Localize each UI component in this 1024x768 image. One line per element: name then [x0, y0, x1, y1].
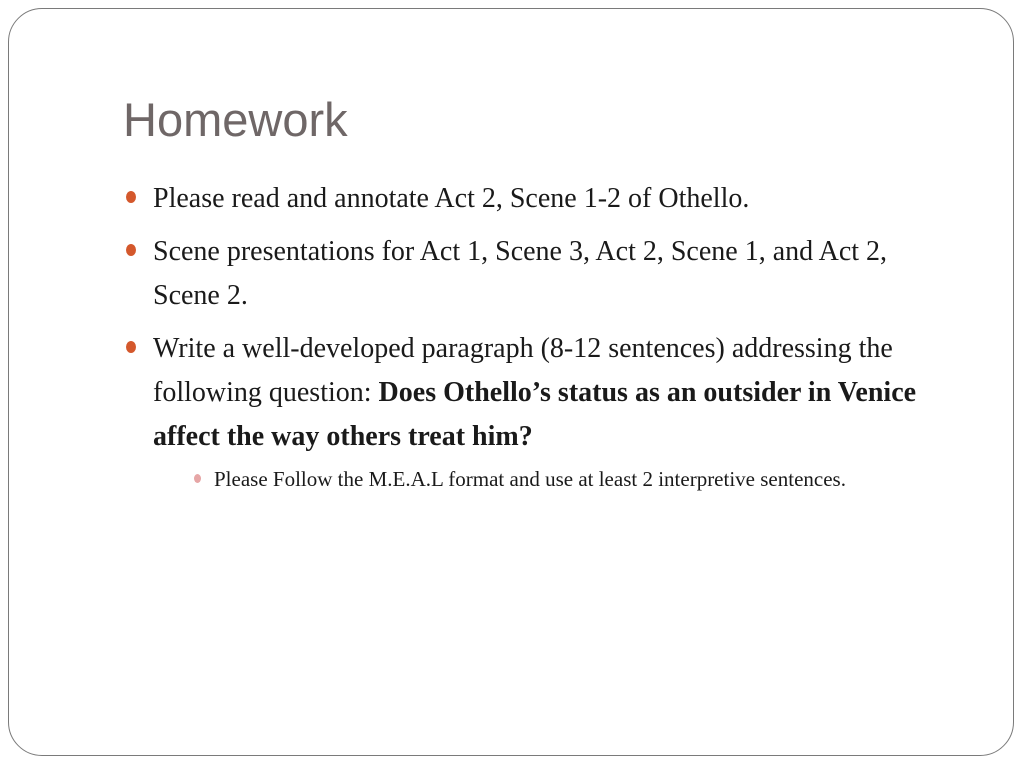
bullet-dot-icon	[126, 191, 136, 203]
sub-bullet-text: Please Follow the M.E.A.L format and use at least 2 interpretive sentences.	[214, 467, 846, 491]
bullet-item-reading	[123, 177, 953, 221]
bullet-item-paragraph	[123, 327, 953, 496]
slide-frame	[8, 8, 1014, 756]
bullet-item-presentations	[123, 230, 953, 318]
essay-question: Does Othello’s status as an outsider in Venice affect the way others treat him?	[153, 377, 917, 452]
bullet-text-lead: Write a well-developed paragraph (8-12 sentences) addressing the following question:	[153, 333, 893, 408]
sub-bullet-item-meal	[153, 463, 953, 496]
sub-bullet-dot-icon	[194, 474, 201, 483]
bullet-list	[123, 177, 953, 505]
bullet-text: Scene presentations for Act 1, Scene 3, Act 2, Scene 1, and Act 2, Scene 2.	[153, 236, 888, 311]
bullet-dot-icon	[126, 244, 136, 256]
bullet-text: Please read and annotate Act 2, Scene 1-2 of Othello.	[153, 183, 750, 214]
slide-title: Homework	[123, 93, 348, 146]
bullet-dot-icon	[126, 341, 136, 353]
